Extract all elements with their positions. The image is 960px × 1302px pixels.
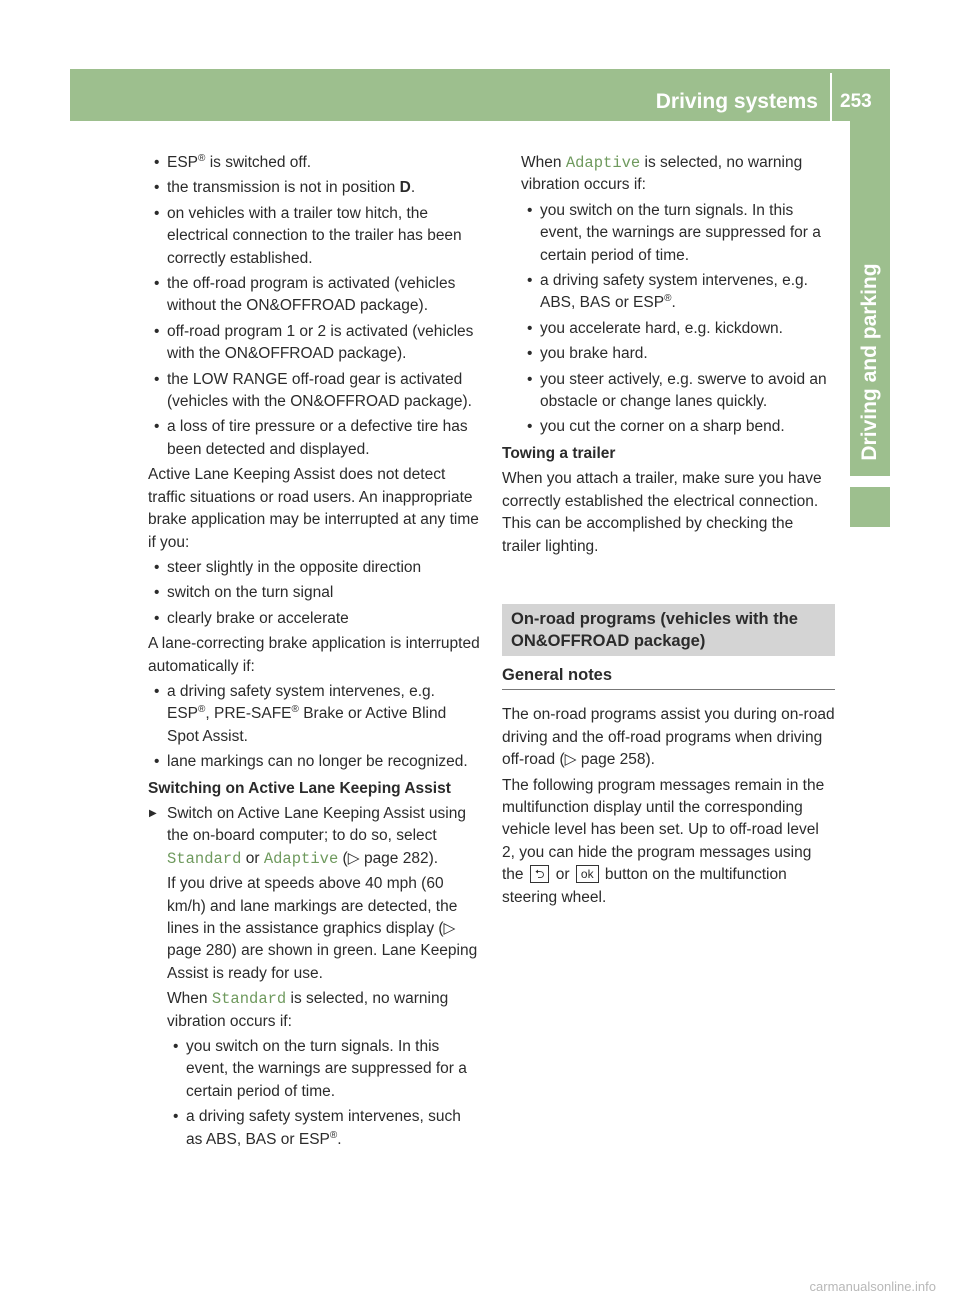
list-item: • a loss of tire pressure or a defective tire has been detected and displayed. <box>148 416 481 461</box>
list-item: • the LOW RANGE off-road gear is activated (vehicles with the ON&OFFROAD package). <box>148 369 481 414</box>
header-divider <box>830 73 832 121</box>
list-item: • a driving safety system intervenes, such as ABS, BAS or ESP®. <box>167 1106 481 1151</box>
paragraph: When you attach a trailer, make sure you have correctly established the electrical connection. This can be accomplished by checking the trailer lighting. <box>502 470 822 555</box>
back-button-icon: ⮌ <box>530 865 550 883</box>
list-item: • you switch on the turn signals. In this event, the warnings are suppressed for a certain period of time. <box>167 1036 481 1103</box>
paragraph: Active Lane Keeping Assist does not detect traffic situations or road users. An inappropriate brake application may be interrupted at any time if you: <box>148 466 479 551</box>
paragraph: When Adaptive is selected, no warning vibration occurs if: <box>521 154 803 194</box>
display-text-standard: Standard <box>167 849 242 868</box>
step-details <box>148 873 481 1151</box>
list-item: • lane markings can no longer be recognized. <box>148 751 481 773</box>
list-item: • steer slightly in the opposite direction <box>148 557 481 579</box>
list-item: • you brake hard. <box>521 343 835 365</box>
list-item: • ESP® is switched off. <box>148 152 481 174</box>
list-item: • switch on the turn signal <box>148 582 481 604</box>
paragraph: The following program messages remain in the multifunction display until the corresponding vehicle level has been set. Up to off-road level 2, you can hide the program messages using the ⮌ or ok button on the multifunction steering wheel. <box>502 776 825 906</box>
list-item: • the transmission is not in position D. <box>148 177 481 199</box>
paragraph: The on-road programs assist you during on-road driving and the off-road programs when driving off-road (▷ page 258). <box>502 706 835 769</box>
list-item: • off-road program 1 or 2 is activated (vehicles with the ON&OFFROAD package). <box>148 321 481 366</box>
subheading: Switching on Active Lane Keeping Assist <box>148 779 451 797</box>
subheading: Towing a trailer <box>502 444 616 462</box>
header-bar <box>70 69 890 121</box>
continued-details <box>502 152 835 439</box>
display-text-adaptive: Adaptive <box>263 849 339 868</box>
page-number: 253 <box>840 91 872 112</box>
list-item: • you cut the corner on a sharp bend. <box>521 416 835 438</box>
section-title: Driving systems <box>655 90 818 113</box>
paragraph: If you drive at speeds above 40 mph (60 km/h) and lane markings are detected, the lines in the assistance graphics display (▷ page 280) are shown in green. Lane Keeping Assist is ready for use. <box>167 875 478 982</box>
display-text-standard: Standard <box>211 990 287 1009</box>
right-column <box>502 152 835 912</box>
list-item: • the off-road program is activated (vehicles without the ON&OFFROAD package). <box>148 273 481 318</box>
display-text-adaptive: Adaptive <box>565 154 641 172</box>
list-item: • a driving safety system intervenes, e.g. ESP®, PRE-SAFE® Brake or Active Blind Spot Assist. <box>148 681 481 748</box>
chapter-marker <box>850 487 890 527</box>
ok-button-icon: ok <box>576 865 599 883</box>
paragraph: When Standard is selected, no warning vibration occurs if: <box>167 990 449 1030</box>
list-item: • on vehicles with a trailer tow hitch, the electrical connection to the trailer has been correctly established. <box>148 203 481 270</box>
list-item: • a driving safety system intervenes, e.g. ABS, BAS or ESP®. <box>521 270 835 315</box>
section-heading: On-road programs (vehicles with the ON&OFFROAD package) <box>502 604 835 656</box>
list-item: • clearly brake or accelerate <box>148 608 481 630</box>
chapter-tab-label: Driving and parking <box>858 263 881 461</box>
list-item: • you accelerate hard, e.g. kickdown. <box>521 318 835 340</box>
left-column <box>148 152 481 1154</box>
subheading: General notes <box>502 664 835 690</box>
list-item: • you steer actively, e.g. swerve to avoid an obstacle or change lanes quickly. <box>521 369 835 414</box>
paragraph: A lane-correcting brake application is interrupted automatically if: <box>148 635 480 675</box>
list-item: • you switch on the turn signals. In this event, the warnings are suppressed for a certain period of time. <box>521 200 835 267</box>
watermark: carmanualsonline.info <box>809 1279 936 1294</box>
step-item: ▶ Switch on Active Lane Keeping Assist using the on-board computer; to do so, select Standard or Adaptive (▷ page 282). <box>148 803 481 870</box>
